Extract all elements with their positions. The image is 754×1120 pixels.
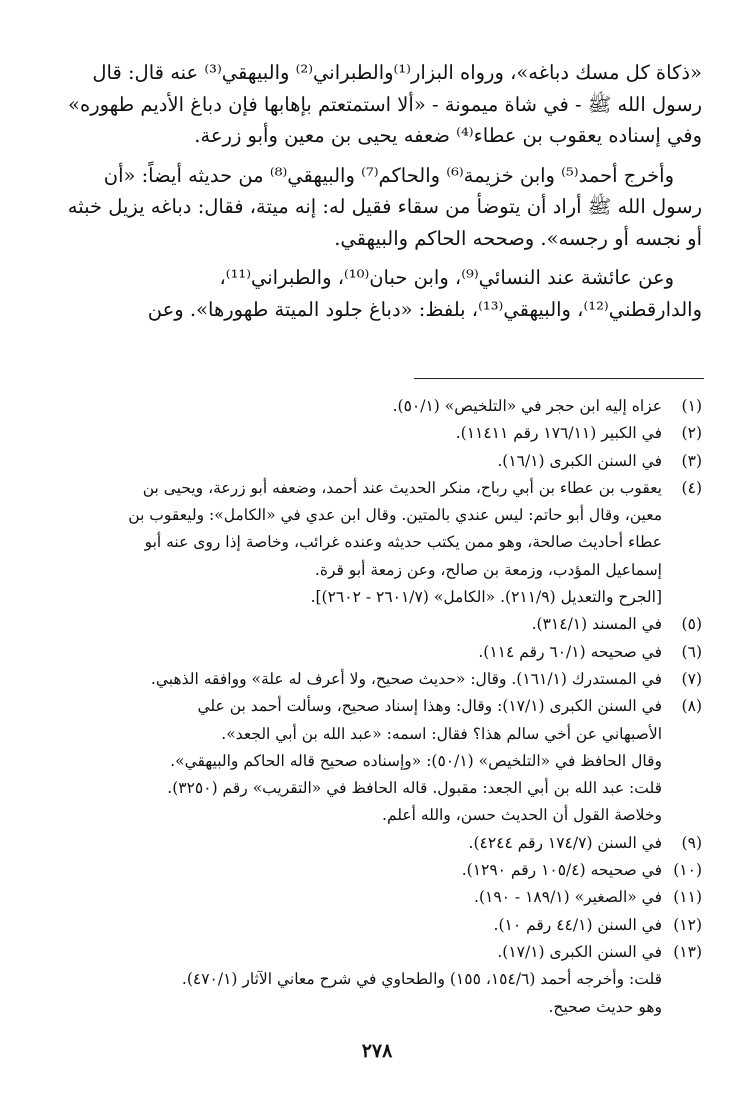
footnote-number: (١٠): [673, 861, 702, 880]
footnote-text: في السنن الكبرى (١٧/١).: [497, 942, 662, 961]
footnote-number: (٤): [681, 478, 702, 497]
line: الأصبهاني عن أخي سالم هذا؟ فقال: اسمه: «عبد الله بن أبي الجعد».: [221, 724, 662, 743]
footnote-2: [50, 420, 702, 447]
footnote-10: [50, 857, 702, 884]
footnote-separator: [414, 378, 704, 379]
footnote-11: [50, 884, 702, 911]
footnote-9: [50, 830, 702, 857]
line: وفي إسناده يعقوب بن عطاء⁽⁴⁾ ضعفه يحيى بن معين وأبو زرعة.: [194, 124, 702, 147]
footnote-13: [50, 939, 702, 966]
footnote-text: في صحيحه (٦٠/١ رقم ١١٤).: [478, 642, 662, 661]
line: قلت: وأخرجه أحمد (١٥٤/٦، ١٥٥) والطحاوي في شرح معاني الآثار (٤٧٠/١).: [181, 970, 662, 989]
footnote-number: (١١): [673, 888, 702, 907]
footnote-3: [50, 448, 702, 475]
footnote-number: (١): [681, 397, 702, 415]
footnote-number: (٢): [681, 424, 702, 443]
line: في السنن الكبرى (١٧/١): وقال: وهذا إسناد صحيح، وسألت أحمد بن علي: [197, 697, 662, 716]
footnote-number: (٨): [681, 697, 702, 716]
footnote-4: [50, 475, 702, 611]
footnote-text: [50, 693, 662, 748]
line: وأخرج أحمد⁽⁵⁾ وابن خزيمة⁽⁶⁾ والحاكم⁽⁷⁾ والبيهقي⁽⁸⁾ من حديثه أيضاً: «أن: [103, 163, 674, 187]
footnote-text: في صحيحه (١٠٥/٤ رقم ١٢٩٠).: [461, 861, 662, 880]
footnote-text: في السنن (٤٤/١ رقم ١٠).: [493, 915, 662, 934]
footnote-text: في السنن (١٧٤/٧ رقم ٤٢٤٤).: [468, 833, 662, 852]
footnote-12: [50, 912, 702, 939]
footnote-5: [50, 611, 702, 638]
footnote-text: عزاه إليه ابن حجر في «التلخيص» (٥٠/١).: [392, 397, 662, 415]
line: عطاء أحاديث صالحة، وهو ممن يكتب حديثه وعنده غرائب، وخاصة إذا روى عنه أبو: [144, 533, 662, 552]
footnote-number: (٩): [681, 833, 702, 852]
line: أو نجسه أو رجسه». وصححه الحاكم والبيهقي.: [334, 226, 702, 250]
line: [الجرح والتعديل (٢١١/٩). «الكامل» (٢٦٠١/٧ - ٢٦٠٢)].: [310, 588, 662, 607]
footnote-text: في المستدرك (١٦١/١). وقال: «حديث صحيح، ولا أعرف له علة» ووافقه الذهبي.: [150, 669, 662, 688]
line: والدارقطني⁽¹²⁾، والبيهقي⁽¹³⁾، بلفظ: «دباغ جلود الميتة طهورها». وعن: [147, 297, 702, 321]
footnote-13-continuation: [50, 966, 702, 1021]
line: وهو حديث صحيح.: [548, 997, 662, 1016]
footnote-number: (٧): [681, 669, 702, 688]
line: رسول الله ﷺ - في شاة ميمونة - «ألا استمتعتم بإهابها فإن دباغ الأديم طهوره»: [68, 92, 702, 116]
footnotes: [50, 393, 702, 1021]
line: وعن عائشة عند النسائي⁽⁹⁾، وابن حبان⁽¹⁰⁾، والطبراني⁽¹¹⁾،: [219, 266, 674, 289]
footnote-7: [50, 666, 702, 693]
footnote-text: في السنن الكبرى (١٦/١).: [497, 451, 662, 470]
page-number: ٢٧٨: [361, 1040, 393, 1062]
line: يعقوب بن عطاء بن أبي رباح، منكر الحديث عند أحمد، وضعفه أبو زرعة، ويحيى بن: [142, 478, 662, 497]
footnote-number: (٣): [681, 451, 702, 470]
footnote-number: (٥): [681, 615, 702, 634]
footnote-number: (١٣): [673, 942, 702, 961]
footnote-text: في «الصغير» (١٨٩/١ - ١٩٠).: [474, 888, 662, 907]
line: قلت: عبد الله بن أبي الجعد: مقبول. قاله الحافظ في «التقريب» رقم (٣٢٥٠).: [167, 779, 662, 798]
footnote-number: (٦): [681, 642, 702, 661]
line: رسول الله ﷺ أراد أن يتوضأ من سقاء فقيل له: إنه ميتة، فقال: دباغه يزيل خبثه: [67, 195, 702, 218]
footnote-1: [50, 393, 702, 420]
paragraph-3: [50, 262, 702, 325]
line: معين، وقال أبو حاتم: ليس عندي بالمتين. وقال ابن عدي في «الكامل»: وليعقوب بن: [128, 506, 662, 525]
line: «ذكاة كل مسك دباغه»، ورواه البزار⁽¹⁾والطبراني⁽²⁾ والبيهقي⁽³⁾ عنه قال: قال: [92, 61, 702, 84]
footnote-8: [50, 693, 702, 748]
footnote-number: (١٢): [673, 915, 702, 934]
line: إسماعيل المؤدب، وزمعة بن صالح، وعن زمعة أبو قرة.: [314, 560, 662, 579]
footnote-6: [50, 639, 702, 666]
line: وخلاصة القول أن الحديث حسن، والله أعلم.: [382, 806, 662, 825]
paragraph-1: [50, 57, 702, 152]
line: وقال الحافظ في «التلخيص» (٥٠/١): «وإسناده صحيح قاله الحاكم والبيهقي».: [170, 751, 662, 770]
main-text: [50, 57, 702, 333]
footnote-text: [50, 475, 662, 611]
footnote-8-continuation: [50, 748, 702, 830]
footnote-text: في الكبير (١٧٦/١١ رقم ١١٤١١).: [455, 424, 662, 443]
paragraph-2: [50, 160, 702, 255]
footnote-text: في المسند (٣١٤/١).: [531, 615, 662, 634]
